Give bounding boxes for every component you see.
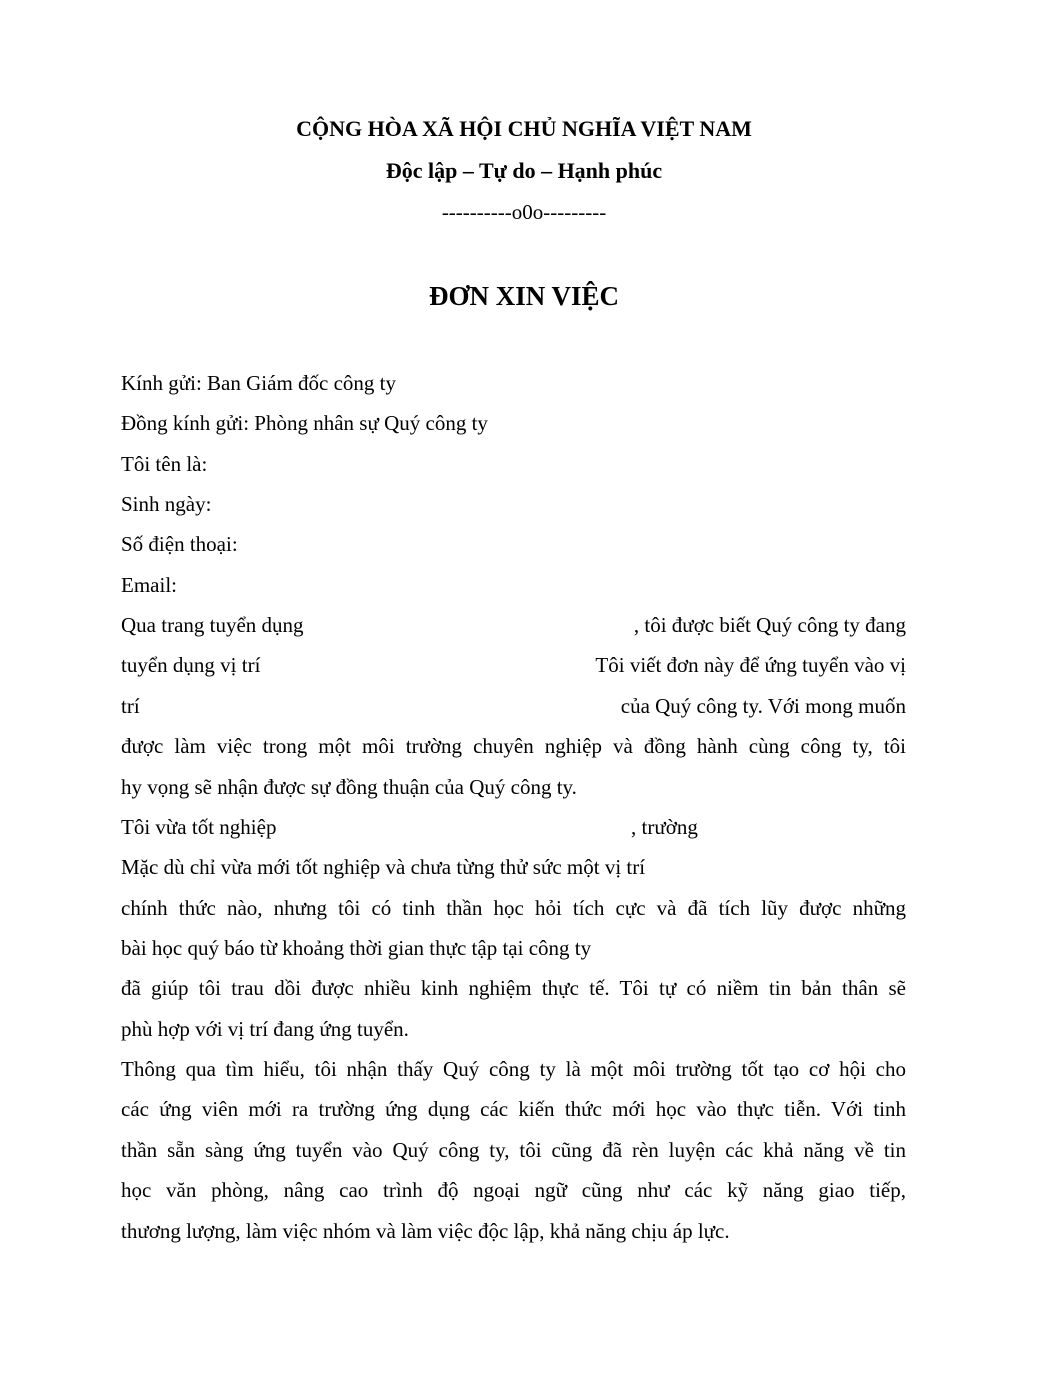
paragraph-3-line-2: các ứng viên mới ra trường ứng dụng các kiến thức mới học vào thực tiễn. Với tinh bbox=[121, 1097, 906, 1121]
header-separator: ----------o0o--------- bbox=[441, 200, 607, 224]
national-title: CỘNG HÒA XÃ HỘI CHỦ NGHĨA VIỆT NAM bbox=[296, 116, 752, 141]
recruitment-source-label: Qua trang tuyển dụng bbox=[121, 613, 304, 637]
paragraph-1-line-4: được làm việc trong một môi trường chuyên nghiệp và đồng hành cùng công ty, tôi bbox=[121, 734, 906, 758]
phone-label: Số điện thoại: bbox=[121, 532, 238, 556]
position-continuation-2: của Quý công ty. Với mong muốn bbox=[620, 694, 906, 718]
document-title: ĐƠN XIN VIỆC bbox=[428, 281, 620, 311]
position-label: tuyển dụng vị trí bbox=[121, 653, 261, 677]
graduated-label: Tôi vừa tốt nghiệp bbox=[121, 815, 277, 839]
position-continuation: Tôi viết đơn này để ứng tuyển vào vị bbox=[595, 653, 906, 677]
paragraph-3-line-3: thần sẵn sàng ứng tuyển vào Quý công ty, tôi cũng đã rèn luyện các khả năng về tin bbox=[121, 1138, 906, 1162]
paragraph-2-line-2: Mặc dù chỉ vừa mới tốt nghiệp và chưa từng thử sức một vị trí bbox=[121, 855, 646, 879]
email-label: Email: bbox=[121, 573, 177, 597]
position-label-2: trí bbox=[121, 694, 140, 718]
name-label: Tôi tên là: bbox=[121, 452, 208, 476]
paragraph-2-line-3: chính thức nào, nhưng tôi có tinh thần học hỏi tích cực và đã tích lũy được những bbox=[121, 896, 906, 920]
paragraph-2-line-6: phù hợp với vị trí đang ứng tuyển. bbox=[121, 1017, 409, 1041]
paragraph-2-line-5: đã giúp tôi trau dồi được nhiều kinh nghiệm thực tế. Tôi tự có niềm tin bản thân sẽ bbox=[121, 976, 906, 1000]
paragraph-3-line-5: thương lượng, làm việc nhóm và làm việc độc lập, khả năng chịu áp lực. bbox=[121, 1219, 730, 1243]
paragraph-3-line-4: học văn phòng, nâng cao trình độ ngoại ngữ cũng như các kỹ năng giao tiếp, bbox=[121, 1178, 906, 1202]
addressee-line-2: Đồng kính gửi: Phòng nhân sự Quý công ty bbox=[121, 411, 488, 435]
addressee-line-1: Kính gửi: Ban Giám đốc công ty bbox=[121, 371, 397, 395]
paragraph-1-line-5: hy vọng sẽ nhận được sự đồng thuận của Quý công ty. bbox=[121, 775, 577, 799]
recruitment-source-continuation: , tôi được biết Quý công ty đang bbox=[633, 613, 906, 637]
paragraph-2-line-4: bài học quý báo từ khoảng thời gian thực tập tại công ty bbox=[121, 936, 592, 960]
paragraph-3-line-1: Thông qua tìm hiểu, tôi nhận thấy Quý công ty là một môi trường tốt tạo cơ hội cho bbox=[121, 1057, 906, 1081]
school-label: , trường bbox=[631, 815, 698, 839]
dob-label: Sinh ngày: bbox=[121, 492, 212, 516]
national-motto: Độc lập – Tự do – Hạnh phúc bbox=[385, 158, 663, 183]
